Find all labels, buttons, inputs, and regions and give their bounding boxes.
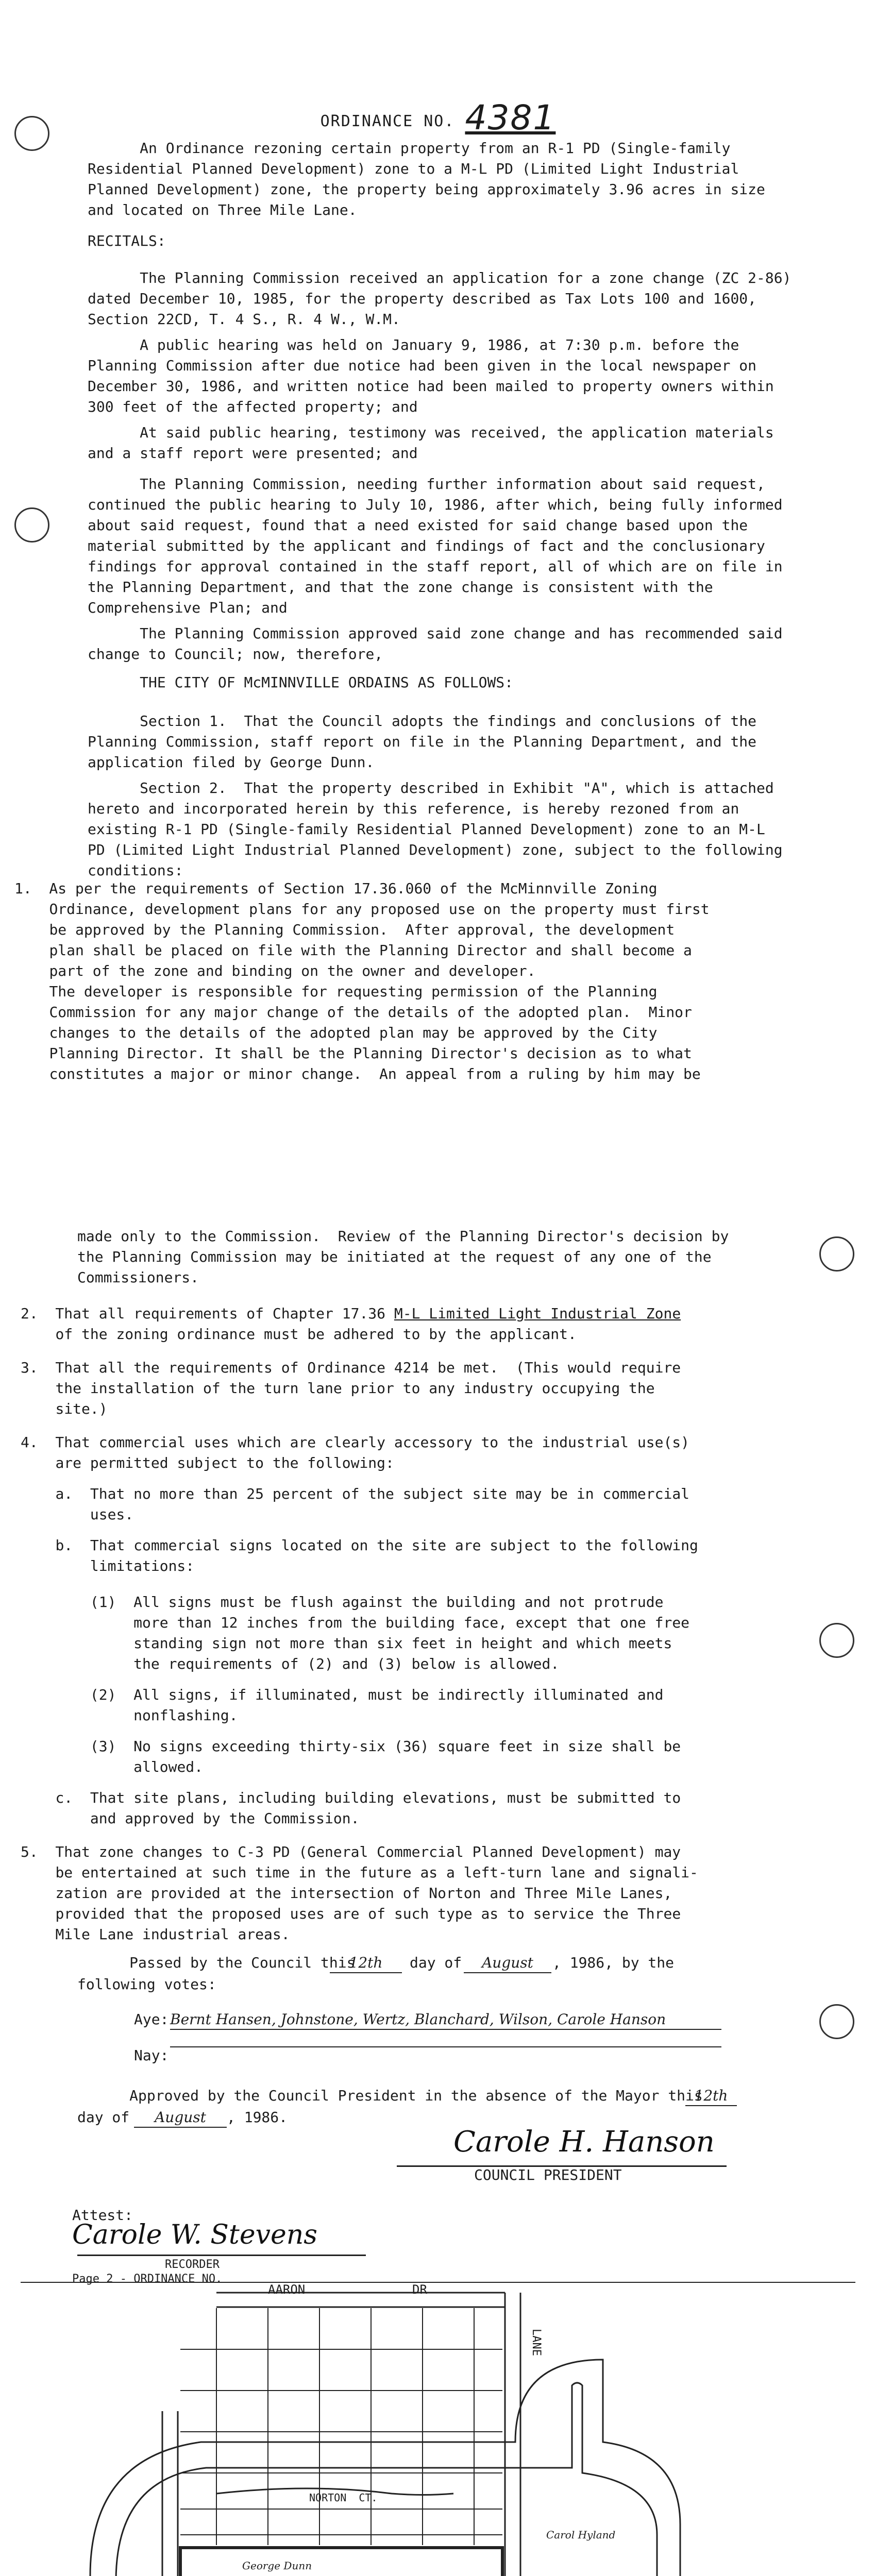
page-header: Page 2 - ORDINANCE NO. xyxy=(72,2273,223,2285)
passed-month: August xyxy=(464,1954,551,1973)
recital-paragraph: A public hearing was held on January 9, 1986, at 7:30 p.m. before the Planning Commission after due notice had been given in the local newspaper on December 30, 1986, and written notice had been mailed to property owners within 300 feet of the affected property; and xyxy=(88,336,774,415)
punch-hole xyxy=(14,507,49,543)
zone-name: M-L Limited Light Industrial Zone xyxy=(394,1305,681,1322)
council-president-signature: Carole H. Hanson xyxy=(453,2125,715,2159)
street-label-lane: LANE xyxy=(530,2329,543,2356)
punch-hole xyxy=(819,1623,854,1658)
condition-4b-1: (1) All signs must be flush against the building and not protrude more than 12 inches from the building face, except that one free standing sign not more than six feet in height and which meets the requirements of (2) and (3) below is allowed. xyxy=(90,1594,690,1672)
ordinance-page-2 xyxy=(0,1226,876,2215)
ordains-clause: THE CITY OF McMINNVILLE ORDAINS AS FOLLOWS: xyxy=(88,674,514,691)
owner-label: George Dunn xyxy=(242,2560,312,2572)
condition-4c: c. That site plans, including building elevations, must be submitted to and approved by the Commission. xyxy=(55,1789,681,1827)
condition-3: 3. That all the requirements of Ordinance 4214 be met. (This would require the installation of the turn lane prior to any industry occupying the site.) xyxy=(21,1359,681,1417)
approved-text: day of xyxy=(77,2109,130,2126)
norton-lane xyxy=(505,2293,520,2576)
exhibit-a-map-page xyxy=(0,2207,876,2576)
owner-label: Carol Hyland xyxy=(546,2529,616,2541)
dunn-place xyxy=(162,2411,178,2576)
condition-2 xyxy=(21,1303,681,1345)
passed-text: , 1986, by the xyxy=(552,1954,675,1971)
passed-text: Passed by the Council this xyxy=(77,1954,356,1971)
ordinance-title xyxy=(0,98,876,138)
ordinance-page-1 xyxy=(0,0,876,1226)
condition-4b: b. That commercial signs located on the site are subject to the following limitations: xyxy=(55,1537,698,1574)
section-1: Section 1. That the Council adopts the findings and conclusions of the Planning Commission, staff report on file in the Planning Department, and the application filed by George Dunn. xyxy=(88,713,757,771)
condition-1: 1. As per the requirements of Section 17.36.060 of the McMinnville Zoning Ordinance, development plans for any proposed use on the property must first be approved by the Planning Commission. After approval, the development plan shall be placed on file with the Planning Director and shall become a part of the zone and binding on the owner and developer. xyxy=(14,880,710,979)
street-label-norton-ct: NORTON CT. xyxy=(309,2492,378,2504)
punch-hole xyxy=(819,2004,854,2039)
nay-label: Nay: xyxy=(134,2047,169,2064)
approved-text: , 1986. xyxy=(227,2109,288,2126)
recital-paragraph: The Planning Commission approved said zone change and has recommended said change to Council; now, therefore, xyxy=(88,625,783,663)
aye-label: Aye: xyxy=(134,2011,169,2028)
condition-1-end: made only to the Commission. Review of the Planning Director's decision by the Planning Commission may be initiated at the request of any one of the Commissioners. xyxy=(77,1228,729,1286)
street-label-dr: DR xyxy=(412,2282,427,2297)
nay-votes xyxy=(170,2046,721,2047)
condition-2-tail: of the zoning ordinance must be adhered to by the applicant. xyxy=(55,1326,577,1343)
condition-4: 4. That commercial uses which are clearly accessory to the industrial use(s) are permitted subject to the following: xyxy=(21,1434,690,1471)
condition-2-lead: 2. That all requirements of Chapter 17.36 xyxy=(21,1305,394,1322)
approved-text: Approved by the Council President in the absence of the Mayor this xyxy=(77,2087,703,2104)
zone-map xyxy=(0,2215,876,2576)
council-president-title: COUNCIL PRESIDENT xyxy=(474,2166,622,2183)
recorder-title: RECORDER xyxy=(165,2258,220,2271)
preamble-paragraph: An Ordinance rezoning certain property from an R-1 PD (Single-family Residential Planned Development) zone to a M-L PD (Limited Light Industrial Planned Development) zone, the property being approximately 3.96 acres in size and located on Three Mile Lane. xyxy=(88,140,765,218)
recorder-signature: Carole W. Stevens xyxy=(72,2219,317,2250)
ordinance-title-label: ORDINANCE NO. xyxy=(320,112,455,130)
condition-1-continued: The developer is responsible for requesting permission of the Planning Commission for any major change of the details of the adopted plan. Minor changes to the details of the adopted plan may be approved by the City Planning Director. It shall be the Planning Director's decision as to what constitutes a major or minor change. An appeal from a ruling by him may be xyxy=(49,983,701,1082)
attest-label: Attest: xyxy=(72,2207,133,2224)
passed-text: following votes: xyxy=(77,1976,216,1993)
recital-paragraph: The Planning Commission, needing further information about said request, continued the public hearing to July 10, 1986, after which, being fully informed about said request, found that a need existed for said change based upon the material submitted by the applicant and findings of fact and the conclusionary findings for approval contained in the staff report, all of which are on file in the Planning Department, and that the zone change is consistent with the Comprehensive Plan; and xyxy=(88,476,783,616)
passed-day: 12th xyxy=(330,1954,402,1973)
recitals-heading: RECITALS: xyxy=(88,232,166,249)
condition-4a: a. That no more than 25 percent of the subject site may be in commercial uses. xyxy=(55,1485,690,1523)
approved-month: August xyxy=(134,2108,227,2128)
subject-parcel xyxy=(180,2548,502,2576)
aaron-drive xyxy=(216,2293,505,2307)
ordinance-number: 4381 xyxy=(465,98,556,138)
recital-paragraph: At said public hearing, testimony was received, the application materials and a staff report were presented; and xyxy=(88,424,774,462)
approved-day: 12th xyxy=(685,2087,737,2106)
street-label-aaron: AARON xyxy=(268,2282,306,2297)
recital-paragraph: The Planning Commission received an application for a zone change (ZC 2-86) dated December 10, 1985, for the property described as Tax Lots 100 and 1600, Section 22CD, T. 4 S., R. 4 W., W.M. xyxy=(88,269,791,328)
punch-hole xyxy=(819,1236,854,1272)
subdivision-lots xyxy=(180,2308,502,2545)
aye-votes: Bernt Hansen, Johnstone, Wertz, Blanchard, Wilson, Carole Hanson xyxy=(170,2010,721,2030)
passed-text: day of xyxy=(410,1954,462,1971)
section-2: Section 2. That the property described in Exhibit "A", which is attached hereto and incorporated herein by this reference, is hereby rezoned from an existing R-1 PD (Single-family Residential Planned Development) zone to an M-L PD (Limited Light Industrial Planned Development) zone, subject to the following conditions: xyxy=(88,779,783,879)
condition-4b-2: (2) All signs, if illuminated, must be indirectly illuminated and nonflashing. xyxy=(90,1686,664,1724)
condition-4b-3: (3) No signs exceeding thirty-six (36) square feet in size shall be allowed. xyxy=(90,1738,681,1775)
condition-5: 5. That zone changes to C-3 PD (General Commercial Planned Development) may be entertained at such time in the future as a left-turn lane and signali- zation are provided at the intersection of Norton and Three Mile Lanes, provided that the proposed uses are of such type as to service the Three Mile Lane industrial areas. xyxy=(21,1843,698,1943)
